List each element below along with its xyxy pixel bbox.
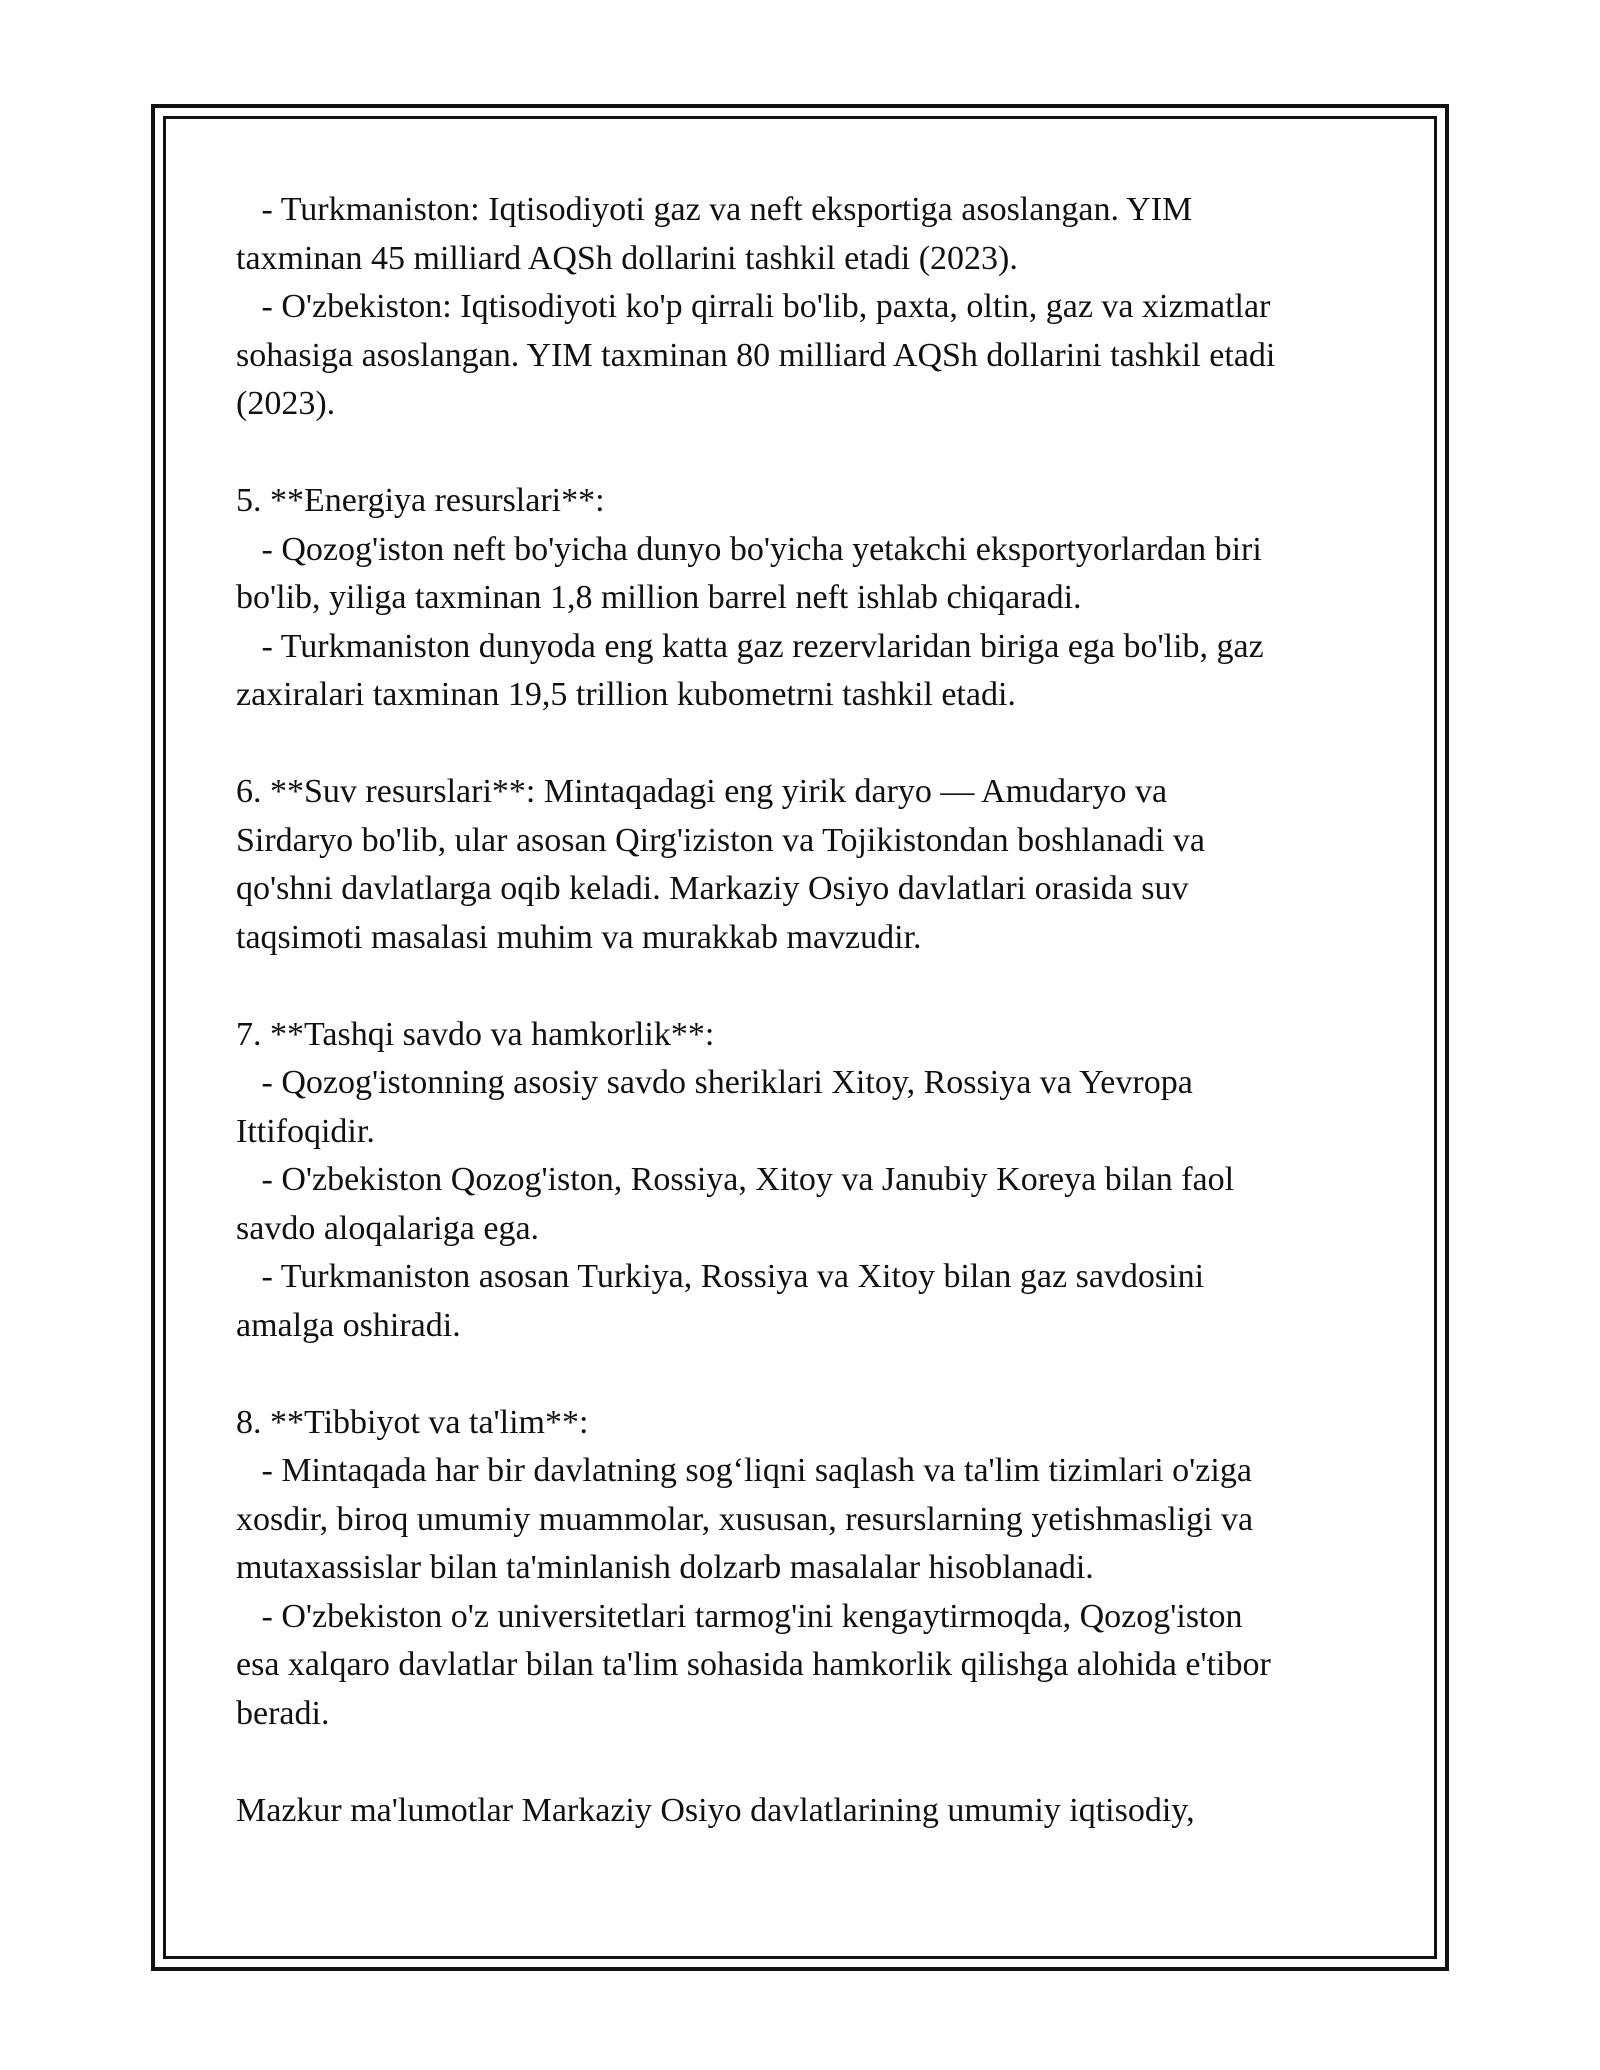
text-line: - Turkmaniston asosan Turkiya, Rossiya va Xitoy bilan gaz savdosini <box>236 1258 1205 1295</box>
text-line: esa xalqaro davlatlar bilan ta'lim sohasida hamkorlik qilishga alohida e'tibor <box>236 1646 1271 1683</box>
text-line: - Turkmaniston dunyoda eng katta gaz rezervlaridan biriga ega bo'lib, gaz <box>236 627 1264 665</box>
text-line: (2023). <box>236 385 336 422</box>
text-line: mutaxassislar bilan ta'minlanish dolzarb masalalar hisoblanadi. <box>236 1549 1094 1586</box>
paragraph-heading-trade <box>236 1011 1376 1060</box>
paragraph-energy-turkmaniston <box>236 623 1376 720</box>
paragraph-water-resources <box>236 768 1376 962</box>
text-line: amalga oshiradi. <box>236 1306 461 1344</box>
paragraph-closing <box>236 1787 1376 1836</box>
paragraph-trade-kazakhstan <box>236 1059 1376 1156</box>
text-line: - O'zbekiston o'z universitetlari tarmog'ini kengaytirmoqda, Qozog'iston <box>236 1597 1243 1635</box>
text-line: bo'lib, yiliga taxminan 1,8 million barrel neft ishlab chiqaradi. <box>236 579 1082 616</box>
text-line: - O'zbekiston: Iqtisodiyoti ko'p qirrali bo'lib, paxta, oltin, gaz va xizmatlar <box>236 288 1271 325</box>
paragraph-ozbekiston-economy <box>236 283 1376 429</box>
text-line: 5. **Energiya resurslari**: <box>236 482 605 519</box>
document-body <box>236 186 1376 1835</box>
paragraph-spacer <box>236 1738 1376 1787</box>
text-line: zaxiralari taxminan 19,5 trillion kubometrni tashkil etadi. <box>236 676 1016 713</box>
paragraph-energy-kazakhstan <box>236 526 1376 623</box>
text-line: 7. **Tashqi savdo va hamkorlik**: <box>236 1015 715 1053</box>
text-line: beradi. <box>236 1694 330 1732</box>
paragraph-health-region <box>236 1447 1376 1593</box>
text-line: 6. **Suv resurslari**: Mintaqadagi eng yirik daryo — Amudaryo va <box>236 773 1168 810</box>
text-line: taxminan 45 milliard AQSh dollarini tashkil etadi (2023). <box>236 239 1018 277</box>
text-line: taqsimoti masalasi muhim va murakkab mavzudir. <box>236 918 922 956</box>
text-line: sohasiga asoslangan. YIM taxminan 80 milliard AQSh dollarini tashkil etadi <box>236 336 1276 374</box>
paragraph-education-ozbekiston <box>236 1593 1376 1739</box>
paragraph-spacer <box>236 720 1376 769</box>
text-line: - Turkmaniston: Iqtisodiyoti gaz va neft eksportiga asoslangan. YIM <box>236 191 1193 228</box>
paragraph-heading-health-education <box>236 1399 1376 1448</box>
text-line: - Qozog'istonning asosiy savdo sheriklari Xitoy, Rossiya va Yevropa <box>236 1064 1193 1101</box>
text-line: - O'zbekiston Qozog'iston, Rossiya, Xitoy va Janubiy Koreya bilan faol <box>236 1161 1235 1198</box>
text-line: xosdir, biroq umumiy muammolar, xususan, resurslarning yetishmasligi va <box>236 1500 1254 1538</box>
paragraph-trade-ozbekiston <box>236 1156 1376 1253</box>
text-line: 8. **Tibbiyot va ta'lim**: <box>236 1403 589 1441</box>
text-line: Ittifoqidir. <box>236 1112 375 1150</box>
paragraph-heading-energy <box>236 477 1376 526</box>
text-line: Mazkur ma'lumotlar Markaziy Osiyo davlatlarining umumiy iqtisodiy, <box>236 1791 1195 1829</box>
text-line: - Mintaqada har bir davlatning sog‘liqni saqlash va ta'lim tizimlari o'ziga <box>236 1452 1252 1489</box>
paragraph-turkmaniston-economy <box>236 186 1376 283</box>
paragraph-spacer <box>236 962 1376 1011</box>
text-line: qo'shni davlatlarga oqib keladi. Markaziy Osiyo davlatlari orasida suv <box>236 870 1189 907</box>
paragraph-spacer <box>236 1350 1376 1399</box>
text-line: savdo aloqalariga ega. <box>236 1209 540 1247</box>
paragraph-trade-turkmaniston <box>236 1253 1376 1350</box>
text-line: Sirdaryo bo'lib, ular asosan Qirg'iziston va Tojikistondan boshlanadi va <box>236 821 1205 859</box>
text-line: - Qozog'iston neft bo'yicha dunyo bo'yicha yetakchi eksportyorlardan biri <box>236 530 1262 568</box>
paragraph-spacer <box>236 429 1376 478</box>
